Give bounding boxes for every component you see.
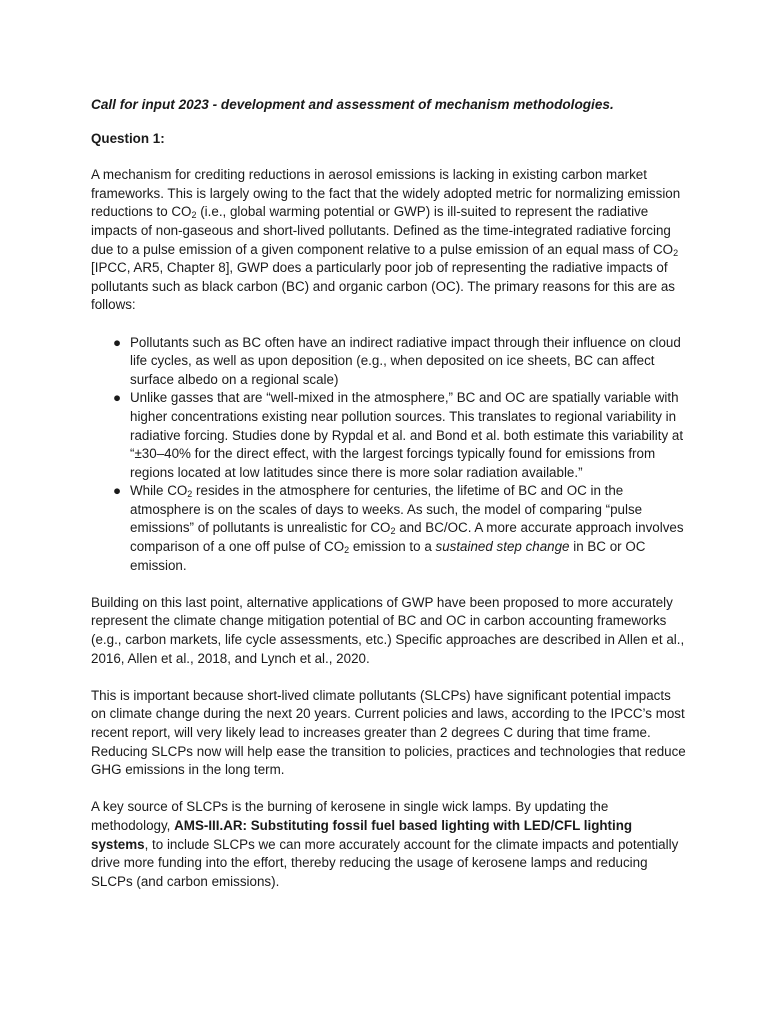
slcp-importance-paragraph: This is important because short-lived climate pollutants (SLCPs) have significant potential impacts on climate change during the next 20 years. Current policies and laws, according to the IPCC’s most recent report, will very likely lead to increases greater than 2 degrees C during that time frame. Reducing SLCPs now will help ease the transition to policies, practices and technologies that reduce GHG emissions in the long term. <box>91 687 686 778</box>
intro-paragraph: A mechanism for crediting reductions in aerosol emissions is lacking in existing carbon market frameworks. This is largely owing to the fact that the widely adopted metric for normalizing emission reductions to $CO_2$ (i.e., global warming potential or GWP) is ill-suited to represent the radiative impacts of non-gaseous and short-lived pollutants. Defined as the time-integrated radiative forcing due to a pulse emission of a given component relative to a pulse emission of an equal mass of $CO_2$ [IPCC, AR5, Chapter 8], GWP does a particularly poor job of representing the radiative impacts of pollutants such as black carbon (BC) and organic carbon (OC). The primary reasons for this are as follows: <box>91 167 681 313</box>
bullet-icon: ● <box>113 483 122 499</box>
list-item: ● Unlike gasses that are “well-mixed in the atmosphere,” BC and OC are spatially variable with higher concentrations existing near pollution sources. This translates to regional variability in radiative forcing. Studies done by Rypdal et al. and Bond et al. both estimate this variability at “±30–40% for the direct effect, with the largest forcings typically found for emissions from regions located at low latitudes since there is more solar radiation available.” <box>113 390 684 480</box>
reasons-list <box>91 334 687 576</box>
bullet-icon: ● <box>113 390 122 406</box>
bullet-icon: ● <box>113 334 122 350</box>
question-heading: Question 1: <box>91 130 165 146</box>
methodology-paragraph: A key source of SLCPs is the burning of kerosene in single wick lamps. By updating the methodology, AMS-III.AR: Substituting fossil fuel based lighting with LED/CFL lighting systems, to include SLCPs we can more accurately account for the climate impacts and potentially drive more funding into the effort, thereby reducing the usage of kerosene lamps and reducing SLCPs (and carbon emissions). <box>91 799 679 889</box>
emphasis-text: sustained step change <box>435 539 570 555</box>
gwp-alternatives-paragraph: Building on this last point, alternative applications of GWP have been proposed to more accurately represent the climate change mitigation potential of BC and OC in carbon accounting frameworks (e.g., carbon markets, life cycle assessments, etc.) Specific approaches are described in Allen et al., 2016, Allen et al., 2018, and Lynch et al., 2020. <box>91 594 685 666</box>
document-body <box>91 96 687 910</box>
document-title: Call for input 2023 - development and assessment of mechanism methodologies. <box>91 97 614 112</box>
methodology-name: AMS-III.AR: Substituting fossil fuel based lighting with LED/CFL lighting systems <box>91 817 633 852</box>
list-item: ● Pollutants such as BC often have an indirect radiative impact through their influence on cloud life cycles, as well as upon deposition (e.g., when deposited on ice sheets, BC can affect surface albedo on a regional scale) <box>113 334 681 387</box>
list-item: ● While $CO_2$ resides in the atmosphere for centuries, the lifetime of BC and OC in the atmosphere is on the scales of days to weeks. As such, the model of comparing “pulse emissions” of pollutants is unrealistic for $CO_2$ and BC/OC. A more accurate approach involves comparison of a one off pulse of $CO_2$ emission to a sustained step change in BC or OC emission. <box>113 483 684 573</box>
